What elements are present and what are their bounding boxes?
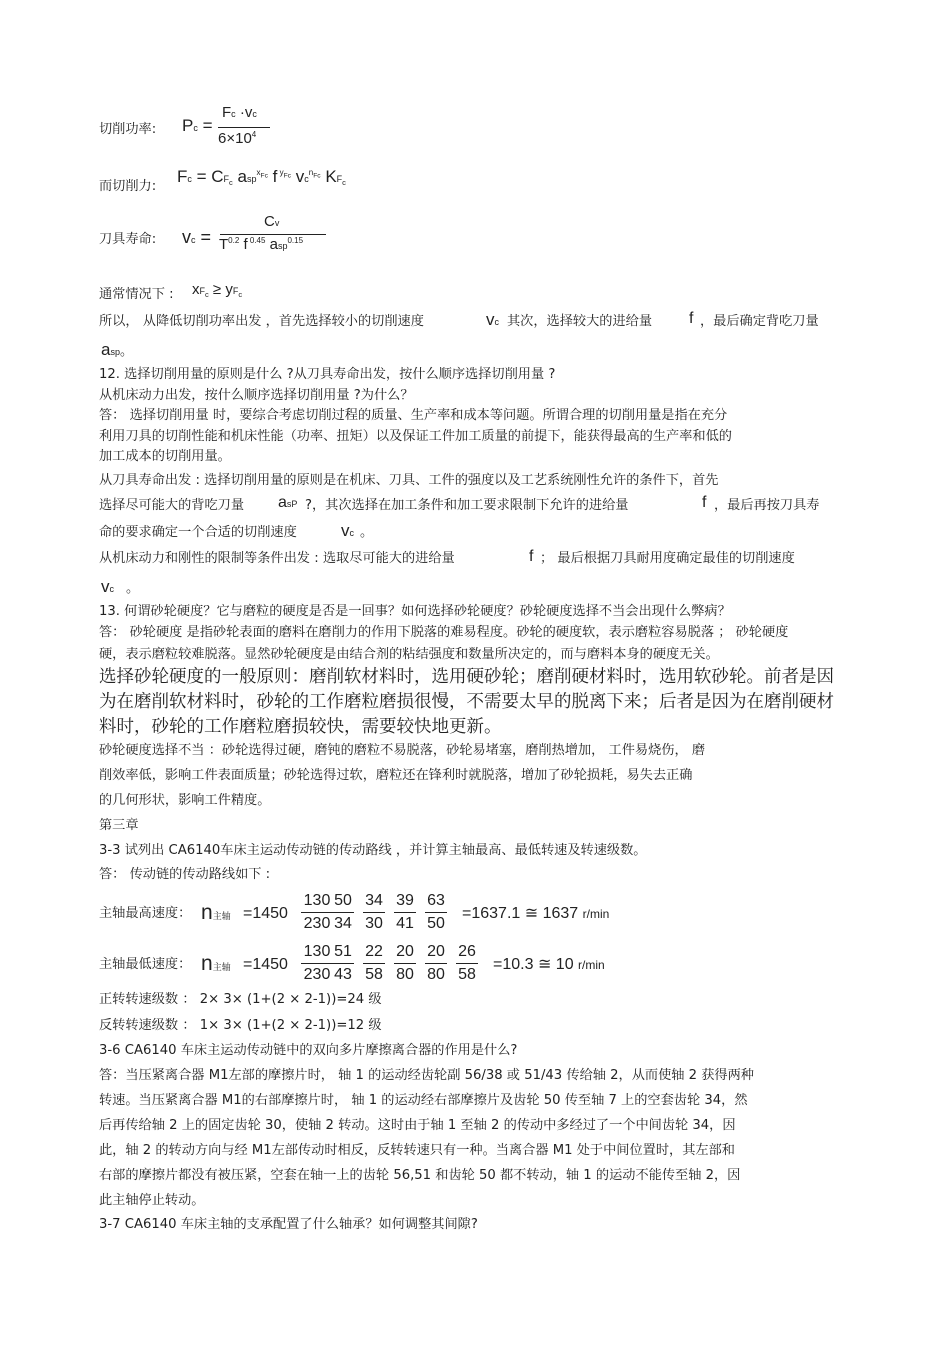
a36-line-3: 后再传给轴 2 上的固定齿轮 30，使轴 2 转动。这时由于轴 1 至轴 2 的传动中多经过了一个中间齿轮 34，因 [99,1118,736,1133]
gear-numerator: 26 [458,943,476,960]
gear-denominator: 58 [456,963,478,986]
so-line: 所以， 从降低切削功率出发 ，首先选择较小的切削速度 [99,314,424,329]
a13-line-1: 答： 砂轮硬度 是指砂轮表面的磨料在磨削力的作用下脱落的难易程度。砂轮的硬度软，表示磨粒容易脱落 ； 砂轮硬度 [99,625,789,640]
f-symbol-2: f [702,494,707,511]
a13-big-1: 选择砂轮硬度的一般原则：磨削软材料时，选用硬砂轮；磨削硬材料时，选用软砂轮。前者是因 [99,667,834,687]
forward-speeds: 正转转速级数 ： 2× 3× (1+(2 × 2-1))=24 级 [99,992,382,1007]
gear-denominator: 80 [394,963,416,986]
a12-line-2: 利用刀具的切削性能和机床性能（功率、扭矩）以及保证工件加工质量的前提下，能获得最高的生产率和低的 [99,429,732,444]
usual-inequality: $xF_c \ge yF_c$ [192,281,243,299]
a13-big-2: 为在磨削软材料时，砂轮的工作磨粒磨损很慢，不需要太早的脱离下来；后者是因为在磨削硬材 [99,692,834,712]
nmax-result: =1637.1 ≅ 1637 r/min [462,905,610,922]
gear-denominator: 230 [301,963,333,986]
gear-denominator: 230 [301,912,333,935]
reverse-speeds: 反转转速级数 ： 1× 3× (1+(2 × 2-1))=12 级 [99,1018,382,1033]
a12-line-5b: ?，其次选择在加工条件和加工要求限制下允许的进给量 [305,498,629,513]
gear-fraction [394,941,416,986]
gear-numerator: 20 [396,943,414,960]
power-numerator: Fc ·vc [222,104,257,121]
gear-numerator: 63 [427,892,445,909]
a12-line-1: 答： 选择切削用量 时，要综合考虑切削过程的质量、生产率和成本等问题。所谓合理的切削用量是指在充分 [99,408,728,423]
q12-line-1: 12. 选择切削用量的原则是什么 ?从刀具寿命出发，按什么顺序选择切削用量 ? [99,367,556,382]
chapter-3-heading: 第三章 [99,818,139,833]
a36-line-4: 此，轴 2 的转动方向与经 M1左部传动时相反，反转转速只有一种。当离合器 M1 处于中间位置时，其左部和 [99,1143,735,1158]
life-label: 刀具寿命: [99,232,157,247]
nmin-label: 主轴最低速度： [99,957,192,972]
a12-line-5c: ，最后再按刀具寿 [714,498,820,513]
gear-fraction [425,941,447,986]
gear-numerator: 20 [427,943,445,960]
q33-line: 3-3 试列出 CA6140车床主运动传动链的传动路线 ，并计算主轴最高、最低转速及转速级数。 [99,843,647,858]
a12-line-5a: 选择尽可能大的背吃刀量 [99,498,245,513]
vc-symbol: vc [486,310,499,329]
force-label: 而切削力: [99,179,157,194]
a36-line-1: 答：当压紧离合器 M1左部的摩擦片时， 轴 1 的运动经齿轮副 56/38 或 51/43 传给轴 2，从而使轴 2 获得两种 [99,1068,754,1083]
asp-symbol: asp。 [101,340,133,359]
a13-line-3: 砂轮硬度选择不当 ：砂轮选得过硬，磨钝的磨粒不易脱落，砂轮易堵塞，磨削热增加， 工件易烧伤， 磨 [99,743,706,758]
a13-line-4: 削效率低，影响工件表面质量；砂轮选得过软，磨粒还在锋利时就脱落，增加了砂轮损耗，易失去正确 [99,768,693,783]
gear-fraction [332,890,354,935]
gear-denominator: 43 [332,963,354,986]
gear-fraction [425,890,447,935]
gear-denominator: 50 [425,912,447,935]
vc-symbol-2: vc [341,521,354,540]
force-formula: $Fc = CF_c$ asp$^{x_{Fc}}$ f $^{y_{Fc}}$ $vc^{n_{Fc}}$ $KF_c$ [177,167,346,187]
so-line-3: ，最后确定背吃刀量 [700,314,819,329]
power-label: 切削功率: [99,122,157,137]
nmin-rpm-input: =1450 [243,956,288,973]
gear-numerator: 51 [334,943,352,960]
usual-label: 通常情况下 : [99,287,174,302]
a12-line-3: 加工成本的切削用量。 [99,449,231,464]
a33-line: 答： 传动链的传动路线如下 : [99,867,271,882]
gear-fraction [332,941,354,986]
a36-line-5: 右部的摩擦片都没有被压紧，空套在轴一上的齿轮 56,51 和齿轮 50 都不转动，轴 1 的运动不能传至轴 2，因 [99,1168,741,1183]
gear-denominator: 34 [332,912,354,935]
a36-line-6: 此主轴停止转动。 [99,1193,205,1208]
power-fraction-bar [218,127,270,128]
gear-fraction [301,890,333,935]
gear-numerator: 39 [396,892,414,909]
gear-numerator: 130 [303,943,331,960]
gear-fraction [394,890,416,935]
gear-fraction [456,941,478,986]
gear-numerator: 22 [365,943,383,960]
a12-line-6a: 命的要求确定一个合适的切削速度 [99,525,297,540]
a12-line-8: 。 [126,581,140,596]
a13-big-3: 料时，砂轮的工作磨粒磨损较快，需要较快地更新。 [99,717,502,737]
life-denominator: $T^{0.2}$ f $^{0.45}$ asp$^{0.15}$ [219,236,304,253]
nmax-label: 主轴最高速度： [99,906,192,921]
life-numerator: Cv [264,213,280,230]
life-fraction-bar [220,234,326,235]
q12-line-2: 从机床动力出发，按什么顺序选择切削用量 ?为什么？ [99,388,414,403]
so-line-2: 其次，选择较大的进给量 [507,314,653,329]
q13-line: 13. 何谓砂轮硬度？它与磨粒的硬度是否是一回事？如何选择砂轮硬度？砂轮硬度选择不当会出现什么弊病？ [99,604,731,619]
f-symbol: f [689,310,694,327]
gear-fraction [301,941,333,986]
a12-line-7a: 从机床动力和刚性的限制等条件出发 : 选取尽可能大的进给量 [99,551,455,566]
a13-line-5: 的几何形状，影响工件精度。 [99,793,271,808]
asp-symbol-2: asP [278,494,298,511]
gear-numerator: 34 [365,892,383,909]
a12-line-7b: ； 最后根据刀具耐用度确定最佳的切削速度 [540,551,795,566]
power-denominator: $6\times 10^4$ [218,130,257,147]
gear-denominator: 41 [394,912,416,935]
f-symbol-3: f [529,548,534,565]
gear-numerator: 50 [334,892,352,909]
gear-denominator: 30 [363,912,385,935]
a12-line-4: 从刀具寿命出发 : 选择切削用量的原则是在机床、刀具、工件的强度以及工艺系统刚性允许的条件下，首先 [99,473,719,488]
vc-symbol-3: vc [101,577,114,596]
nmin-result: =10.3 ≅ 10 r/min [493,956,605,973]
gear-denominator: 80 [425,963,447,986]
nmax-rpm-input: =1450 [243,905,288,922]
gear-fraction [363,890,385,935]
a36-line-2: 转速。当压紧离合器 M1的右部摩擦片时， 轴 1 的运动经右部摩擦片及齿轮 50 传至轴 7 上的空套齿轮 34，然 [99,1093,748,1108]
gear-numerator: 130 [303,892,331,909]
nmax-symbol: n主轴 [201,901,231,924]
a12-line-6b: 。 [360,525,374,540]
a13-line-2: 硬，表示磨粒较难脱落。显然砂轮硬度是由结合剂的粘结强度和数量所决定的，而与磨料本身的硬度无关。 [99,647,719,662]
q37-line: 3-7 CA6140 车床主轴的支承配置了什么轴承？如何调整其间隙? [99,1217,478,1232]
gear-fraction [363,941,385,986]
life-formula-lhs: vc = [182,227,212,247]
gear-denominator: 58 [363,963,385,986]
nmin-symbol: n主轴 [201,952,231,975]
q36-line: 3-6 CA6140 车床主运动传动链中的双向多片摩擦离合器的作用是什么? [99,1043,518,1058]
power-formula-lhs: Pc = [182,116,213,135]
